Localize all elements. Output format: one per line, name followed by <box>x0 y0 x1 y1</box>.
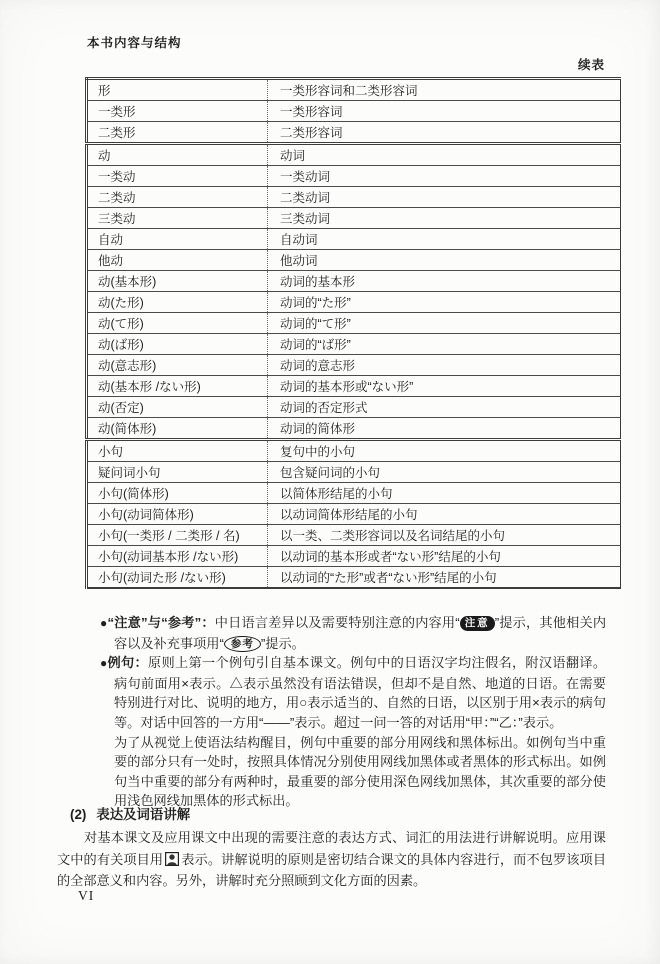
desc-cell: 动词的“た形” <box>268 292 621 313</box>
bullet-icon: ● <box>100 616 108 630</box>
note-label: “注意”与“参考”： <box>107 615 215 630</box>
term-cell: 小句(动词基本形 /ない形) <box>87 546 268 567</box>
table-row <box>87 483 621 504</box>
term-cell: 动 <box>87 144 268 166</box>
note-example-sentences <box>100 653 606 732</box>
table-row <box>87 567 621 589</box>
desc-cell: 以动词的“た形”或者“ない形”结尾的小句 <box>268 567 621 589</box>
table-row <box>87 271 621 292</box>
attention-badge: 注意 <box>460 616 495 631</box>
table-row <box>87 355 621 376</box>
table-row <box>87 440 621 462</box>
term-cell: 小句(一类形 / 二类形 / 名) <box>87 525 268 546</box>
table-row <box>87 418 621 440</box>
desc-cell: 二类动词 <box>268 187 621 208</box>
note-label: 例句： <box>107 655 148 671</box>
desc-cell: 一类形容词和二类形容词 <box>268 79 621 101</box>
table-continuation-note: 续表 <box>577 58 605 72</box>
table-row <box>87 397 621 418</box>
term-cell: 小句 <box>87 440 268 462</box>
table-row <box>87 187 621 208</box>
desc-cell: 以动词简体形结尾的小句 <box>268 504 621 525</box>
paragraph-text: 对基本课文及应用课文中出现的需要注意的表达方式、词汇的用法进行讲解说明。应用课文中的有关项目用 <box>57 830 606 867</box>
term-cell: 动(简体形) <box>87 418 268 440</box>
page-number: VI <box>78 888 95 903</box>
desc-cell: 动词的意志形 <box>268 355 621 376</box>
desc-cell: 复句中的小句 <box>268 440 621 462</box>
table-row <box>87 250 621 271</box>
section-title: 表达及词语讲解 <box>96 807 191 822</box>
table-row <box>87 79 621 101</box>
term-cell: 动(基本形 /ない形) <box>87 376 268 397</box>
desc-cell: 动词的“ば形” <box>268 334 621 355</box>
desc-cell: 包含疑问词的小句 <box>268 462 621 483</box>
desc-cell: 动词的基本形或“ない形” <box>268 376 621 397</box>
desc-cell: 自动词 <box>268 229 621 250</box>
table-row <box>87 292 621 313</box>
desc-cell: 动词的简体形 <box>268 418 621 440</box>
desc-cell: 动词的否定形式 <box>268 397 621 418</box>
term-cell: 动(否定) <box>87 397 268 418</box>
term-cell: 动(た形) <box>87 292 268 313</box>
paragraph-text: 表示。讲解说明的原则是密切结合课文的具体内容进行，而不包罗该项目的全部意义和内容。另外，讲解时充分照顾到文化方面的因素。 <box>57 851 607 888</box>
page-title: 本书内容与结构 <box>87 36 182 50</box>
table-row <box>87 334 621 355</box>
term-cell: 二类动 <box>87 187 268 208</box>
note-text: ”提示。 <box>260 635 305 651</box>
desc-cell: 一类形容词 <box>268 101 621 122</box>
term-cell: 小句(动词简体形) <box>87 504 268 525</box>
note-text: 原则上第一个例句引自基本课文。例句中的日语汉字均注假名，附汉语翻译。病句前面用×表示。△表示虽然没有语法错误，但却不是自然、地道的日语。在需要特别进行对比、说明的地方，用○表示适当的、自然的日语，以区别于用×表示的病句等。对话中回答的一方用“——”表示。超过一问一答的对话用“甲：”“乙：”表示。 <box>114 655 607 730</box>
section-heading <box>70 804 190 823</box>
term-cell: 他动 <box>87 250 268 271</box>
note-attention-reference <box>100 613 606 653</box>
term-cell: 一类形 <box>87 101 268 122</box>
reference-badge: 参考 <box>224 636 261 652</box>
notes-section <box>100 613 606 811</box>
desc-cell: 动词的“て形” <box>268 313 621 334</box>
table-row <box>87 376 621 397</box>
note-text: 为了从视觉上使语法结构醒目，例句中重要的部分用网线和黑体标出。如例句当中重要的部分只有一处时，按照具体情况分别使用网线加黑体或者黑体的形式标出。如例句当中重要的部分有两种时，最重要的部分使用深色网线加黑体，其次重要的部分使用浅色网线加黑体的形式标出。 <box>114 734 606 809</box>
table-row <box>87 546 621 567</box>
term-cell: 自动 <box>87 229 268 250</box>
desc-cell: 三类动词 <box>268 208 621 229</box>
grammar-terms-table <box>85 77 621 589</box>
table-row <box>87 462 621 483</box>
table-row <box>87 208 621 229</box>
table-row <box>87 504 621 525</box>
term-cell: 动(意志形) <box>87 355 268 376</box>
table-row <box>87 101 621 122</box>
term-cell: 三类动 <box>87 208 268 229</box>
term-cell: 一类动 <box>87 166 268 187</box>
table-row <box>87 122 621 144</box>
section-number: (2) <box>70 807 87 822</box>
term-cell: 动(て形) <box>87 313 268 334</box>
section-paragraph <box>57 827 606 892</box>
table-row <box>87 144 621 166</box>
table-row <box>87 525 621 546</box>
table-row <box>87 313 621 334</box>
term-cell: 小句(简体形) <box>87 483 268 504</box>
app-text-icon <box>165 851 179 865</box>
table-row <box>87 166 621 187</box>
desc-cell: 以一类、二类形容词以及名词结尾的小句 <box>268 525 621 546</box>
term-cell: 二类形 <box>87 122 268 144</box>
term-cell: 动(基本形) <box>87 271 268 292</box>
term-cell: 形 <box>98 84 111 98</box>
desc-cell: 他动词 <box>268 250 621 271</box>
desc-cell: 二类形容词 <box>268 122 621 144</box>
desc-cell: 以简体形结尾的小句 <box>268 483 621 504</box>
note-example-sentences-continued <box>100 733 606 811</box>
note-text: ”提示，其他相关内容以及补充事项用“ <box>114 615 607 651</box>
note-text: 中日语言差异以及需要特别注意的内容用“ <box>214 615 460 630</box>
desc-cell: 动词 <box>268 144 621 166</box>
term-cell: 小句(动词た形 /ない形) <box>87 567 268 589</box>
desc-cell: 动词的基本形 <box>268 271 621 292</box>
term-cell: 动(ば形) <box>87 334 268 355</box>
table-row <box>87 229 621 250</box>
desc-cell: 一类动词 <box>268 166 621 187</box>
bullet-icon: ● <box>100 656 108 671</box>
desc-cell: 以动词的基本形或者“ない形”结尾的小句 <box>268 546 621 567</box>
term-cell: 疑问词小句 <box>87 462 268 483</box>
